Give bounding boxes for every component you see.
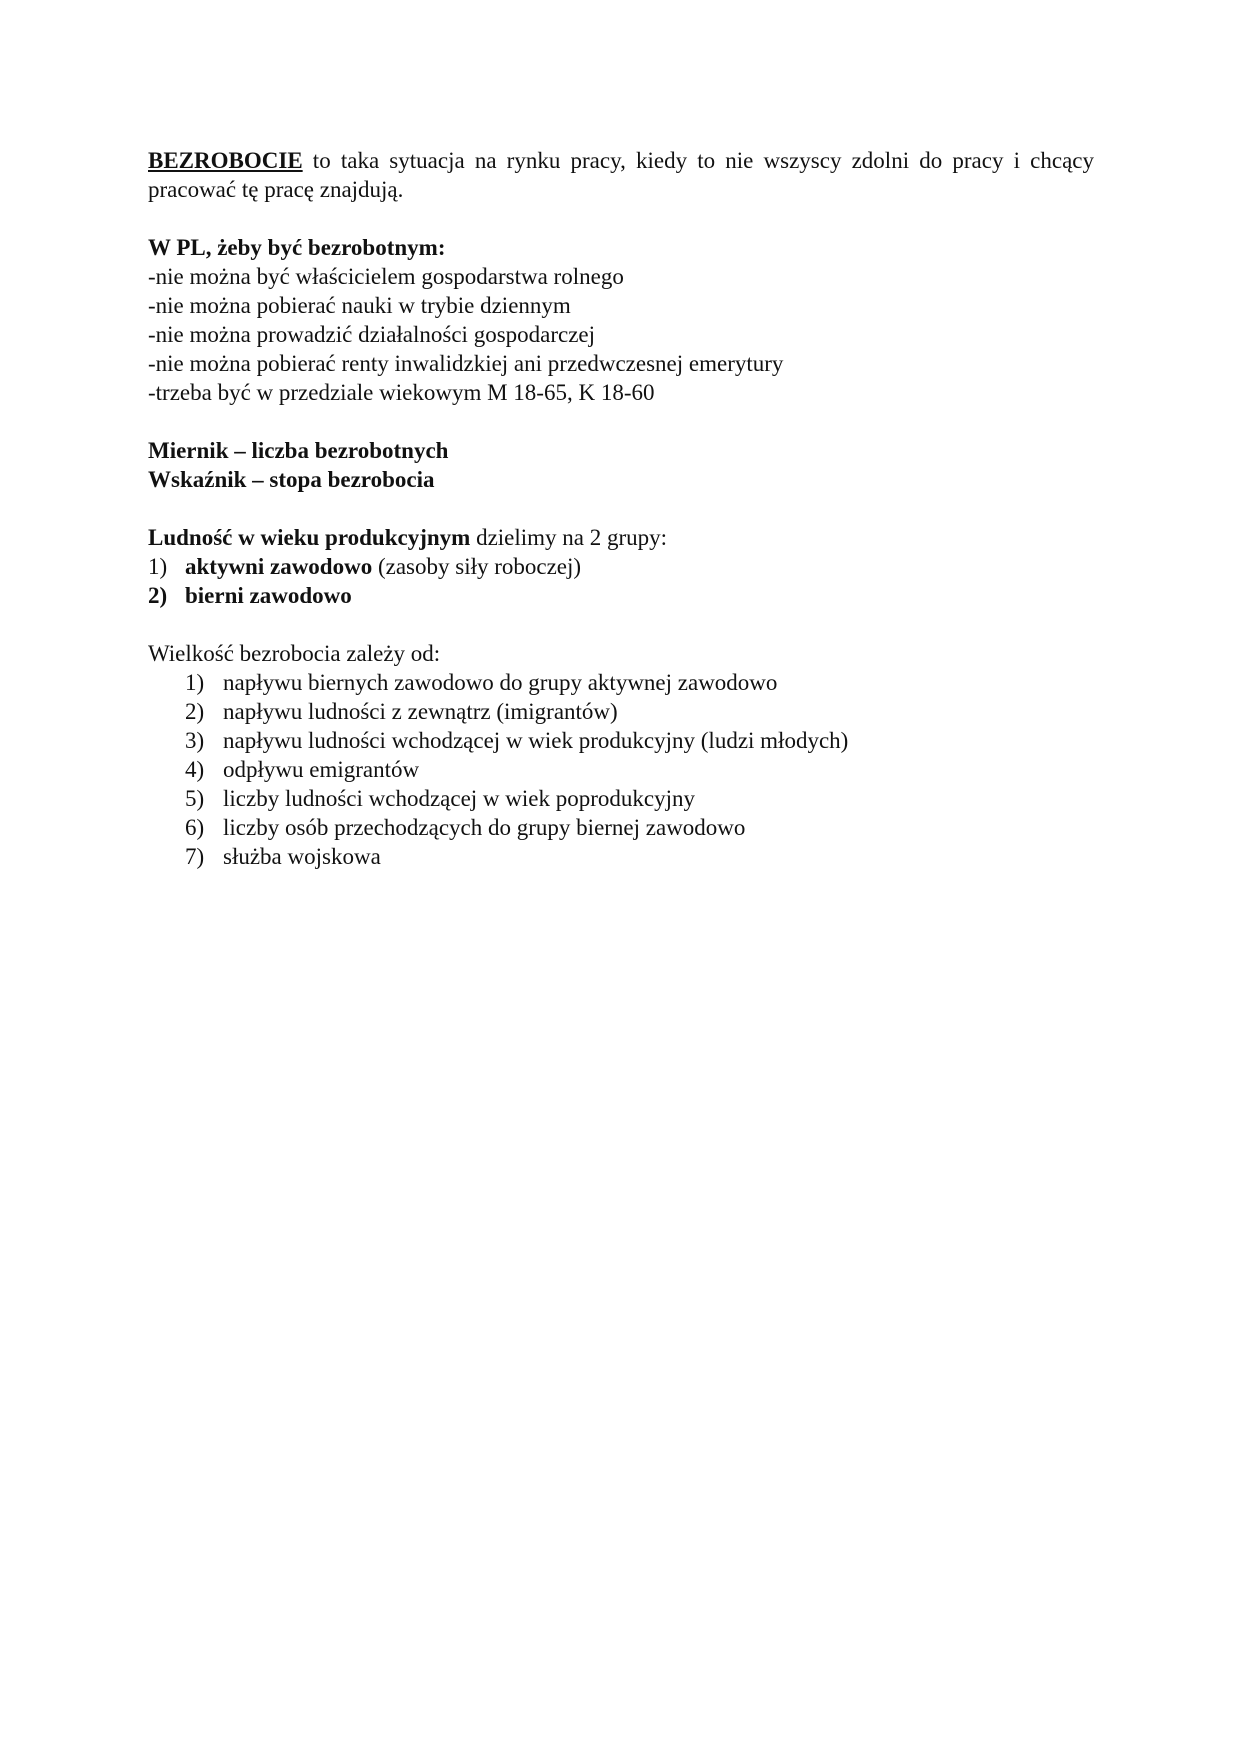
- measures-section: [148, 436, 1094, 494]
- list-item: [148, 552, 1094, 581]
- condition-item: -nie można prowadzić działalności gospodarczej: [148, 322, 596, 347]
- population-section: [148, 523, 1094, 610]
- miernik-line: Miernik – liczba bezrobotnych: [148, 438, 449, 463]
- group-bold: aktywni zawodowo: [185, 554, 373, 579]
- group-rest: (zasoby siły roboczej): [372, 554, 582, 579]
- list-number: 1): [185, 670, 205, 695]
- population-bold: Ludność w wieku produkcyjnym: [148, 525, 471, 550]
- list-item: [185, 726, 1094, 755]
- list-item: [185, 755, 1094, 784]
- population-rest: dzielimy na 2 grupy:: [470, 525, 668, 550]
- group-bold: bierni zawodowo: [185, 583, 352, 608]
- population-groups-list: [148, 552, 1094, 610]
- list-number: 7): [185, 844, 205, 869]
- list-item: [185, 813, 1094, 842]
- factor-text: napływu biernych zawodowo do grupy aktywnej zawodowo: [223, 670, 778, 695]
- factor-text: odpływu emigrantów: [223, 757, 420, 782]
- list-item: [185, 697, 1094, 726]
- factor-text: napływu ludności z zewnątrz (imigrantów): [223, 699, 618, 724]
- population-intro: [148, 523, 1094, 552]
- list-number: 5): [185, 786, 205, 811]
- list-item: [185, 842, 1094, 871]
- term-bezrobocie: BEZROBOCIE: [148, 148, 303, 173]
- condition-item: -trzeba być w przedziale wiekowym M 18-65, K 18-60: [148, 380, 655, 405]
- list-number: 3): [185, 728, 205, 753]
- list-number: 2): [185, 699, 205, 724]
- list-number: 4): [185, 757, 205, 782]
- list-number: 1): [148, 554, 168, 579]
- list-number: 6): [185, 815, 205, 840]
- factors-list: [148, 668, 1094, 871]
- document-page: [148, 146, 1094, 871]
- list-item: [185, 784, 1094, 813]
- factor-text: liczby ludności wchodzącej w wiek poprodukcyjny: [223, 786, 696, 811]
- factor-text: napływu ludności wchodzącej w wiek produkcyjny (ludzi młodych): [223, 728, 849, 753]
- factors-heading: Wielkość bezrobocia zależy od:: [148, 641, 441, 666]
- factor-text: służba wojskowa: [223, 844, 381, 869]
- condition-item: -nie można pobierać renty inwalidzkiej ani przedwczesnej emerytury: [148, 351, 784, 376]
- condition-item: -nie można być właścicielem gospodarstwa rolnego: [148, 264, 624, 289]
- intro-paragraph: [148, 146, 1094, 204]
- condition-item: -nie można pobierać nauki w trybie dziennym: [148, 293, 571, 318]
- term-definition: to taka sytuacja na rynku pracy, kiedy to nie wszyscy zdolni do pracy i chcący pracować tę pracę znajdują.: [148, 148, 1094, 202]
- wskaznik-line: Wskaźnik – stopa bezrobocia: [148, 467, 435, 492]
- list-item: [185, 668, 1094, 697]
- list-item: [148, 581, 1094, 610]
- factors-section: [148, 639, 1094, 871]
- conditions-heading: W PL, żeby być bezrobotnym:: [148, 235, 446, 260]
- list-number: 2): [148, 583, 168, 608]
- factor-text: liczby osób przechodzących do grupy biernej zawodowo: [223, 815, 746, 840]
- conditions-section: [148, 233, 1094, 407]
